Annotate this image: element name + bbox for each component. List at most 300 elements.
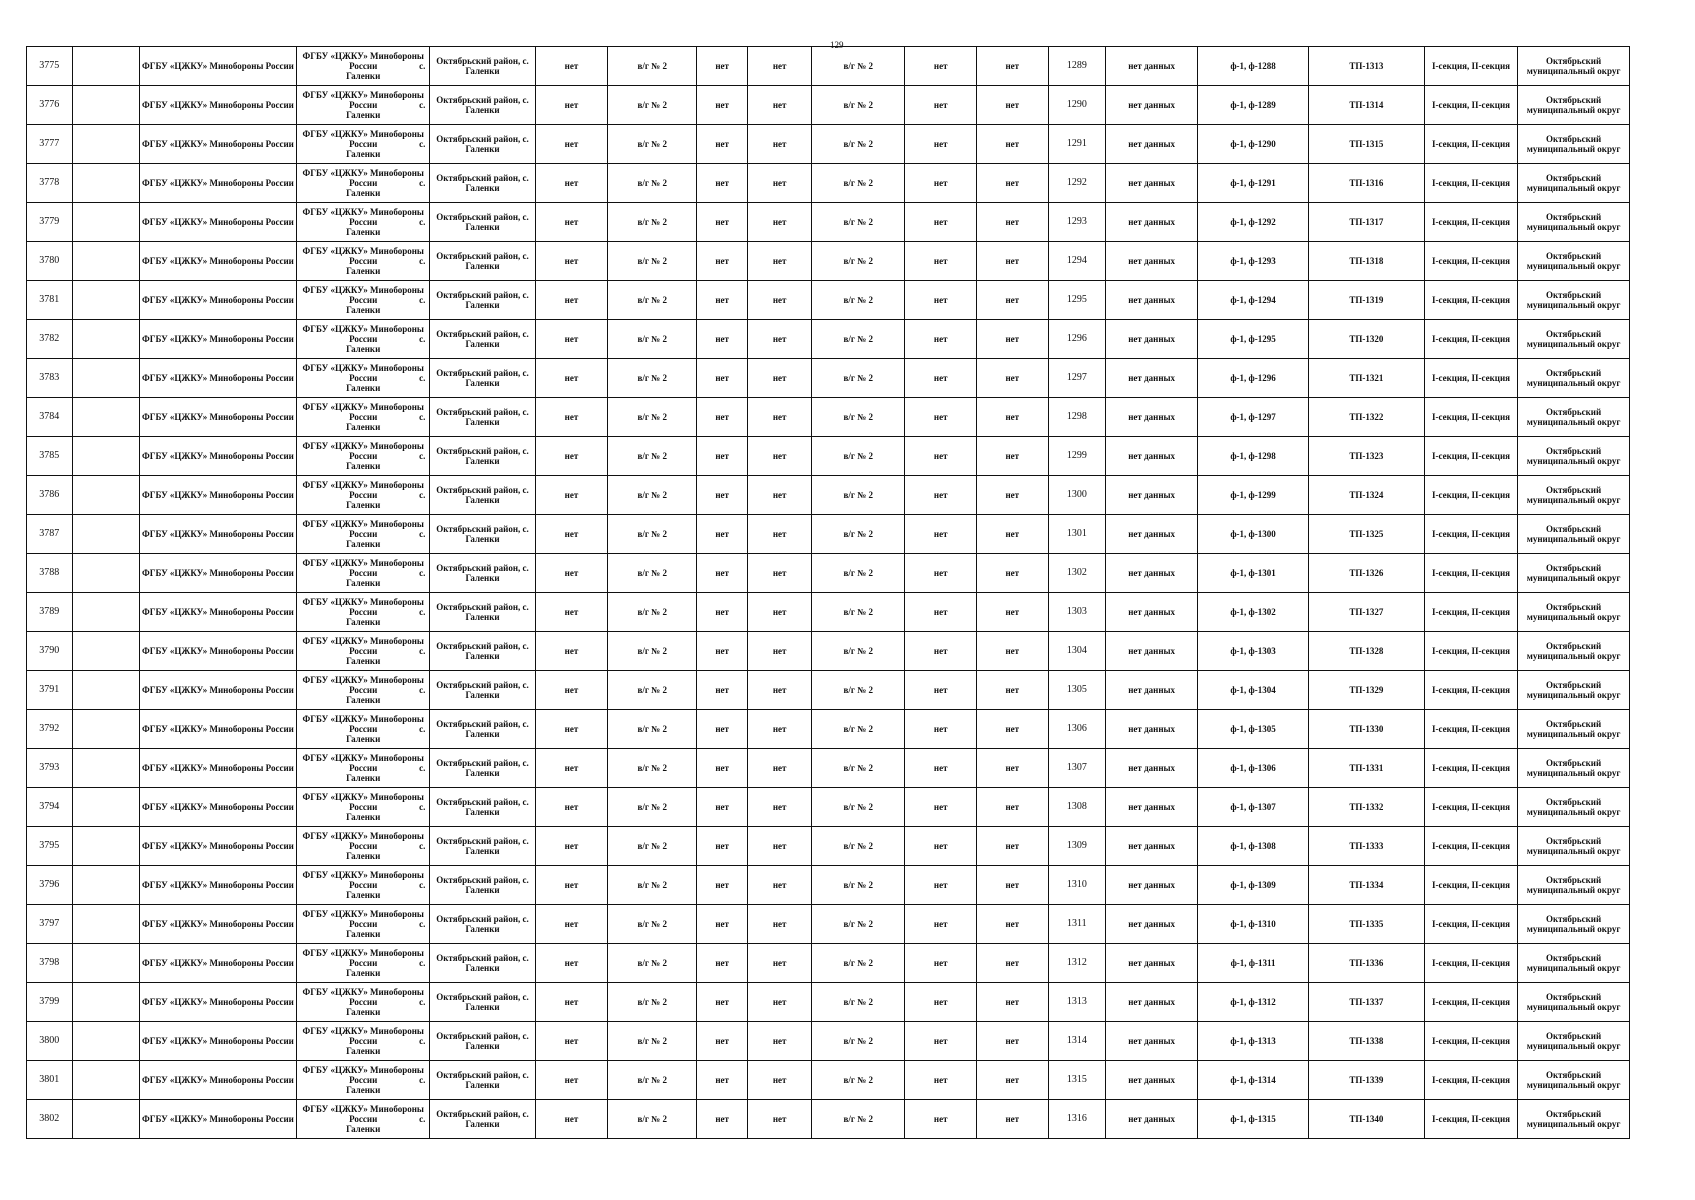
code-cell: 1306 — [1048, 710, 1105, 749]
substation-cell: ТП-1327 — [1308, 593, 1424, 632]
district-cell: Октябрьский район, с. Галенки — [430, 788, 535, 827]
owner-cell: ФГБУ «ЦЖКУ» Минобороны России — [139, 1061, 296, 1100]
substation-cell: ТП-1315 — [1308, 125, 1424, 164]
holder-cell — [297, 905, 430, 944]
col5-cell: нет — [535, 749, 608, 788]
holder-name: ФГБУ «ЦЖКУ» Минобороны России — [302, 792, 424, 812]
substation-cell: ТП-1336 — [1308, 944, 1424, 983]
col10-cell: нет — [905, 788, 977, 827]
holder-name: ФГБУ «ЦЖКУ» Минобороны России — [302, 480, 424, 500]
owner-cell: ФГБУ «ЦЖКУ» Минобороны России — [139, 788, 296, 827]
holder-prefix: с. — [419, 1075, 426, 1085]
section-cell: I-секция, II-секция — [1424, 125, 1517, 164]
empty-cell — [72, 320, 139, 359]
district-cell: Октябрьский район, с. Галенки — [430, 281, 535, 320]
col10-cell: нет — [905, 1100, 977, 1139]
holder-prefix: с. — [419, 256, 426, 266]
col7-cell: нет — [697, 788, 748, 827]
holder-name: ФГБУ «ЦЖКУ» Минобороны России — [302, 597, 424, 617]
substation-cell: ТП-1317 — [1308, 203, 1424, 242]
holder-prefix: с. — [419, 802, 426, 812]
col11-cell: нет — [977, 164, 1049, 203]
holder-prefix: с. — [419, 646, 426, 656]
data-status-cell: нет данных — [1106, 866, 1198, 905]
col8-cell: нет — [748, 281, 812, 320]
holder-village: Галенки — [346, 188, 381, 198]
data-status-cell: нет данных — [1106, 515, 1198, 554]
section-cell: I-секция, II-секция — [1424, 242, 1517, 281]
section-cell: I-секция, II-секция — [1424, 710, 1517, 749]
holder-cell — [297, 749, 430, 788]
col11-cell: нет — [977, 398, 1049, 437]
holder-prefix: с. — [419, 1114, 426, 1124]
district-cell: Октябрьский район, с. Галенки — [430, 593, 535, 632]
feeder-cell: ф-1, ф-1302 — [1198, 593, 1309, 632]
code-cell: 1312 — [1048, 944, 1105, 983]
data-table — [26, 46, 1630, 1139]
owner-cell: ФГБУ «ЦЖКУ» Минобороны России — [139, 359, 296, 398]
col8-cell: нет — [748, 164, 812, 203]
data-status-cell: нет данных — [1106, 86, 1198, 125]
okrug-cell: Октябрьский муниципальный округ — [1518, 632, 1630, 671]
col8-cell: нет — [748, 1061, 812, 1100]
col10-cell: нет — [905, 827, 977, 866]
row-number: 3778 — [27, 164, 73, 203]
section-cell: I-секция, II-секция — [1424, 1061, 1517, 1100]
col8-cell: нет — [748, 632, 812, 671]
feeder-cell: ф-1, ф-1308 — [1198, 827, 1309, 866]
holder-cell — [297, 983, 430, 1022]
district-cell: Октябрьский район, с. Галенки — [430, 905, 535, 944]
data-status-cell: нет данных — [1106, 476, 1198, 515]
col9-cell: в/г № 2 — [812, 710, 905, 749]
col7-cell: нет — [697, 125, 748, 164]
section-cell: I-секция, II-секция — [1424, 437, 1517, 476]
col9-cell: в/г № 2 — [812, 632, 905, 671]
code-cell: 1315 — [1048, 1061, 1105, 1100]
owner-cell: ФГБУ «ЦЖКУ» Минобороны России — [139, 203, 296, 242]
col11-cell: нет — [977, 944, 1049, 983]
okrug-cell: Октябрьский муниципальный округ — [1518, 1100, 1630, 1139]
empty-cell — [72, 1100, 139, 1139]
data-status-cell: нет данных — [1106, 827, 1198, 866]
col6-cell: в/г № 2 — [608, 983, 697, 1022]
holder-village: Галенки — [346, 578, 381, 588]
substation-cell: ТП-1326 — [1308, 554, 1424, 593]
col6-cell: в/г № 2 — [608, 242, 697, 281]
col7-cell: нет — [697, 593, 748, 632]
owner-cell: ФГБУ «ЦЖКУ» Минобороны России — [139, 1022, 296, 1061]
col7-cell: нет — [697, 164, 748, 203]
feeder-cell: ф-1, ф-1311 — [1198, 944, 1309, 983]
col11-cell: нет — [977, 242, 1049, 281]
okrug-cell: Октябрьский муниципальный округ — [1518, 671, 1630, 710]
owner-cell: ФГБУ «ЦЖКУ» Минобороны России — [139, 710, 296, 749]
table-row — [27, 47, 1630, 86]
holder-village: Галенки — [346, 968, 381, 978]
data-status-cell: нет данных — [1106, 1022, 1198, 1061]
okrug-cell: Октябрьский муниципальный округ — [1518, 437, 1630, 476]
col5-cell: нет — [535, 86, 608, 125]
row-number: 3775 — [27, 47, 73, 86]
table-row — [27, 242, 1630, 281]
empty-cell — [72, 1061, 139, 1100]
col9-cell: в/г № 2 — [812, 281, 905, 320]
code-cell: 1294 — [1048, 242, 1105, 281]
col11-cell: нет — [977, 476, 1049, 515]
holder-prefix: с. — [419, 490, 426, 500]
holder-prefix: с. — [419, 724, 426, 734]
col11-cell: нет — [977, 86, 1049, 125]
col5-cell: нет — [535, 203, 608, 242]
owner-cell: ФГБУ «ЦЖКУ» Минобороны России — [139, 554, 296, 593]
col6-cell: в/г № 2 — [608, 437, 697, 476]
col6-cell: в/г № 2 — [608, 944, 697, 983]
col6-cell: в/г № 2 — [608, 749, 697, 788]
district-cell: Октябрьский район, с. Галенки — [430, 515, 535, 554]
col7-cell: нет — [697, 866, 748, 905]
okrug-cell: Октябрьский муниципальный округ — [1518, 86, 1630, 125]
col9-cell: в/г № 2 — [812, 1100, 905, 1139]
holder-prefix: с. — [419, 607, 426, 617]
data-status-cell: нет данных — [1106, 1100, 1198, 1139]
col6-cell: в/г № 2 — [608, 1022, 697, 1061]
section-cell: I-секция, II-секция — [1424, 320, 1517, 359]
row-number: 3786 — [27, 476, 73, 515]
col9-cell: в/г № 2 — [812, 359, 905, 398]
okrug-cell: Октябрьский муниципальный округ — [1518, 1061, 1630, 1100]
empty-cell — [72, 86, 139, 125]
data-status-cell: нет данных — [1106, 632, 1198, 671]
owner-cell: ФГБУ «ЦЖКУ» Минобороны России — [139, 905, 296, 944]
feeder-cell: ф-1, ф-1289 — [1198, 86, 1309, 125]
row-number: 3798 — [27, 944, 73, 983]
col6-cell: в/г № 2 — [608, 1061, 697, 1100]
data-status-cell: нет данных — [1106, 359, 1198, 398]
row-number: 3783 — [27, 359, 73, 398]
section-cell: I-секция, II-секция — [1424, 905, 1517, 944]
col9-cell: в/г № 2 — [812, 905, 905, 944]
section-cell: I-секция, II-секция — [1424, 749, 1517, 788]
owner-cell: ФГБУ «ЦЖКУ» Минобороны России — [139, 944, 296, 983]
table-row — [27, 983, 1630, 1022]
holder-village: Галенки — [346, 266, 381, 276]
holder-name: ФГБУ «ЦЖКУ» Минобороны России — [302, 363, 424, 383]
col5-cell: нет — [535, 398, 608, 437]
holder-cell — [297, 710, 430, 749]
empty-cell — [72, 242, 139, 281]
holder-prefix: с. — [419, 178, 426, 188]
holder-name: ФГБУ «ЦЖКУ» Минобороны России — [302, 246, 424, 266]
col7-cell: нет — [697, 398, 748, 437]
holder-cell — [297, 437, 430, 476]
holder-name: ФГБУ «ЦЖКУ» Минобороны России — [302, 909, 424, 929]
empty-cell — [72, 359, 139, 398]
col11-cell: нет — [977, 710, 1049, 749]
col5-cell: нет — [535, 710, 608, 749]
district-cell: Октябрьский район, с. Галенки — [430, 632, 535, 671]
table-row — [27, 476, 1630, 515]
col7-cell: нет — [697, 476, 748, 515]
okrug-cell: Октябрьский муниципальный округ — [1518, 203, 1630, 242]
col5-cell: нет — [535, 359, 608, 398]
col9-cell: в/г № 2 — [812, 203, 905, 242]
empty-cell — [72, 515, 139, 554]
okrug-cell: Октябрьский муниципальный округ — [1518, 593, 1630, 632]
col5-cell: нет — [535, 515, 608, 554]
col5-cell: нет — [535, 476, 608, 515]
col9-cell: в/г № 2 — [812, 827, 905, 866]
owner-cell: ФГБУ «ЦЖКУ» Минобороны России — [139, 164, 296, 203]
col11-cell: нет — [977, 632, 1049, 671]
row-number: 3797 — [27, 905, 73, 944]
data-status-cell: нет данных — [1106, 1061, 1198, 1100]
holder-name: ФГБУ «ЦЖКУ» Минобороны России — [302, 207, 424, 227]
okrug-cell: Октябрьский муниципальный округ — [1518, 242, 1630, 281]
empty-cell — [72, 749, 139, 788]
col7-cell: нет — [697, 671, 748, 710]
row-number: 3784 — [27, 398, 73, 437]
holder-village: Галенки — [346, 71, 381, 81]
col10-cell: нет — [905, 242, 977, 281]
row-number: 3800 — [27, 1022, 73, 1061]
table-row — [27, 437, 1630, 476]
feeder-cell: ф-1, ф-1306 — [1198, 749, 1309, 788]
feeder-cell: ф-1, ф-1307 — [1198, 788, 1309, 827]
row-number: 3781 — [27, 281, 73, 320]
col5-cell: нет — [535, 125, 608, 164]
holder-name: ФГБУ «ЦЖКУ» Минобороны России — [302, 519, 424, 539]
table-row — [27, 632, 1630, 671]
col5-cell: нет — [535, 788, 608, 827]
holder-village: Галенки — [346, 539, 381, 549]
holder-name: ФГБУ «ЦЖКУ» Минобороны России — [302, 168, 424, 188]
col8-cell: нет — [748, 710, 812, 749]
holder-name: ФГБУ «ЦЖКУ» Минобороны России — [302, 948, 424, 968]
holder-cell — [297, 1100, 430, 1139]
owner-cell: ФГБУ «ЦЖКУ» Минобороны России — [139, 1100, 296, 1139]
feeder-cell: ф-1, ф-1315 — [1198, 1100, 1309, 1139]
holder-name: ФГБУ «ЦЖКУ» Минобороны России — [302, 558, 424, 578]
table-row — [27, 905, 1630, 944]
substation-cell: ТП-1318 — [1308, 242, 1424, 281]
district-cell: Октябрьский район, с. Галенки — [430, 320, 535, 359]
col10-cell: нет — [905, 1061, 977, 1100]
data-status-cell: нет данных — [1106, 281, 1198, 320]
okrug-cell: Октябрьский муниципальный округ — [1518, 749, 1630, 788]
holder-cell — [297, 203, 430, 242]
col7-cell: нет — [697, 632, 748, 671]
col5-cell: нет — [535, 320, 608, 359]
holder-prefix: с. — [419, 841, 426, 851]
owner-cell: ФГБУ «ЦЖКУ» Минобороны России — [139, 242, 296, 281]
col7-cell: нет — [697, 242, 748, 281]
feeder-cell: ф-1, ф-1298 — [1198, 437, 1309, 476]
okrug-cell: Октябрьский муниципальный округ — [1518, 281, 1630, 320]
col11-cell: нет — [977, 671, 1049, 710]
col5-cell: нет — [535, 905, 608, 944]
col8-cell: нет — [748, 671, 812, 710]
col7-cell: нет — [697, 47, 748, 86]
col11-cell: нет — [977, 515, 1049, 554]
code-cell: 1309 — [1048, 827, 1105, 866]
col5-cell: нет — [535, 593, 608, 632]
section-cell: I-секция, II-секция — [1424, 203, 1517, 242]
table-row — [27, 398, 1630, 437]
col6-cell: в/г № 2 — [608, 86, 697, 125]
section-cell: I-секция, II-секция — [1424, 632, 1517, 671]
section-cell: I-секция, II-секция — [1424, 788, 1517, 827]
code-cell: 1290 — [1048, 86, 1105, 125]
col8-cell: нет — [748, 47, 812, 86]
substation-cell: ТП-1329 — [1308, 671, 1424, 710]
holder-village: Галенки — [346, 344, 381, 354]
empty-cell — [72, 983, 139, 1022]
district-cell: Октябрьский район, с. Галенки — [430, 47, 535, 86]
code-cell: 1291 — [1048, 125, 1105, 164]
district-cell: Октябрьский район, с. Галенки — [430, 944, 535, 983]
data-status-cell: нет данных — [1106, 47, 1198, 86]
code-cell: 1295 — [1048, 281, 1105, 320]
district-cell: Октябрьский район, с. Галенки — [430, 710, 535, 749]
col9-cell: в/г № 2 — [812, 1022, 905, 1061]
code-cell: 1292 — [1048, 164, 1105, 203]
col9-cell: в/г № 2 — [812, 983, 905, 1022]
col11-cell: нет — [977, 281, 1049, 320]
col8-cell: нет — [748, 203, 812, 242]
holder-name: ФГБУ «ЦЖКУ» Минобороны России — [302, 1104, 424, 1124]
col6-cell: в/г № 2 — [608, 164, 697, 203]
col10-cell: нет — [905, 125, 977, 164]
okrug-cell: Октябрьский муниципальный округ — [1518, 710, 1630, 749]
col5-cell: нет — [535, 47, 608, 86]
col8-cell: нет — [748, 86, 812, 125]
holder-name: ФГБУ «ЦЖКУ» Минобороны России — [302, 441, 424, 461]
code-cell: 1311 — [1048, 905, 1105, 944]
holder-cell — [297, 86, 430, 125]
holder-village: Галенки — [346, 812, 381, 822]
col7-cell: нет — [697, 203, 748, 242]
col6-cell: в/г № 2 — [608, 515, 697, 554]
table-row — [27, 1100, 1630, 1139]
col10-cell: нет — [905, 86, 977, 125]
okrug-cell: Октябрьский муниципальный округ — [1518, 866, 1630, 905]
district-cell: Октябрьский район, с. Галенки — [430, 125, 535, 164]
col6-cell: в/г № 2 — [608, 827, 697, 866]
district-cell: Октябрьский район, с. Галенки — [430, 866, 535, 905]
col10-cell: нет — [905, 281, 977, 320]
col9-cell: в/г № 2 — [812, 242, 905, 281]
data-status-cell: нет данных — [1106, 398, 1198, 437]
holder-village: Галенки — [346, 656, 381, 666]
district-cell: Октябрьский район, с. Галенки — [430, 1100, 535, 1139]
table-row — [27, 788, 1630, 827]
table-row — [27, 125, 1630, 164]
okrug-cell: Октябрьский муниципальный округ — [1518, 827, 1630, 866]
holder-village: Галенки — [346, 461, 381, 471]
section-cell: I-секция, II-секция — [1424, 476, 1517, 515]
col10-cell: нет — [905, 710, 977, 749]
col7-cell: нет — [697, 554, 748, 593]
holder-village: Галенки — [346, 773, 381, 783]
col11-cell: нет — [977, 866, 1049, 905]
substation-cell: ТП-1322 — [1308, 398, 1424, 437]
okrug-cell: Октябрьский муниципальный округ — [1518, 944, 1630, 983]
holder-cell — [297, 827, 430, 866]
table-row — [27, 281, 1630, 320]
col8-cell: нет — [748, 554, 812, 593]
substation-cell: ТП-1324 — [1308, 476, 1424, 515]
holder-prefix: с. — [419, 1036, 426, 1046]
holder-village: Галенки — [346, 149, 381, 159]
okrug-cell: Октябрьский муниципальный округ — [1518, 476, 1630, 515]
row-number: 3789 — [27, 593, 73, 632]
col10-cell: нет — [905, 476, 977, 515]
col5-cell: нет — [535, 1100, 608, 1139]
table-row — [27, 320, 1630, 359]
holder-village: Галенки — [346, 1124, 381, 1134]
col10-cell: нет — [905, 944, 977, 983]
empty-cell — [72, 827, 139, 866]
substation-cell: ТП-1323 — [1308, 437, 1424, 476]
row-number: 3785 — [27, 437, 73, 476]
holder-prefix: с. — [419, 763, 426, 773]
row-number: 3791 — [27, 671, 73, 710]
col9-cell: в/г № 2 — [812, 1061, 905, 1100]
code-cell: 1313 — [1048, 983, 1105, 1022]
col9-cell: в/г № 2 — [812, 437, 905, 476]
row-number: 3780 — [27, 242, 73, 281]
owner-cell: ФГБУ «ЦЖКУ» Минобороны России — [139, 827, 296, 866]
feeder-cell: ф-1, ф-1312 — [1198, 983, 1309, 1022]
empty-cell — [72, 398, 139, 437]
code-cell: 1308 — [1048, 788, 1105, 827]
col7-cell: нет — [697, 437, 748, 476]
col5-cell: нет — [535, 242, 608, 281]
empty-cell — [72, 866, 139, 905]
col8-cell: нет — [748, 359, 812, 398]
owner-cell: ФГБУ «ЦЖКУ» Минобороны России — [139, 398, 296, 437]
col5-cell: нет — [535, 983, 608, 1022]
okrug-cell: Октябрьский муниципальный округ — [1518, 515, 1630, 554]
table-row — [27, 749, 1630, 788]
row-number: 3794 — [27, 788, 73, 827]
empty-cell — [72, 164, 139, 203]
code-cell: 1293 — [1048, 203, 1105, 242]
holder-name: ФГБУ «ЦЖКУ» Минобороны России — [302, 51, 424, 71]
code-cell: 1310 — [1048, 866, 1105, 905]
col7-cell: нет — [697, 905, 748, 944]
section-cell: I-секция, II-секция — [1424, 164, 1517, 203]
district-cell: Октябрьский район, с. Галенки — [430, 398, 535, 437]
col8-cell: нет — [748, 320, 812, 359]
section-cell: I-секция, II-секция — [1424, 866, 1517, 905]
district-cell: Октябрьский район, с. Галенки — [430, 476, 535, 515]
col5-cell: нет — [535, 281, 608, 320]
district-cell: Октябрьский район, с. Галенки — [430, 437, 535, 476]
section-cell: I-секция, II-секция — [1424, 359, 1517, 398]
col9-cell: в/г № 2 — [812, 125, 905, 164]
col6-cell: в/г № 2 — [608, 905, 697, 944]
holder-village: Галенки — [346, 110, 381, 120]
holder-prefix: с. — [419, 295, 426, 305]
code-cell: 1301 — [1048, 515, 1105, 554]
section-cell: I-секция, II-секция — [1424, 1022, 1517, 1061]
data-status-cell: нет данных — [1106, 125, 1198, 164]
data-status-cell: нет данных — [1106, 944, 1198, 983]
col9-cell: в/г № 2 — [812, 554, 905, 593]
section-cell: I-секция, II-секция — [1424, 671, 1517, 710]
